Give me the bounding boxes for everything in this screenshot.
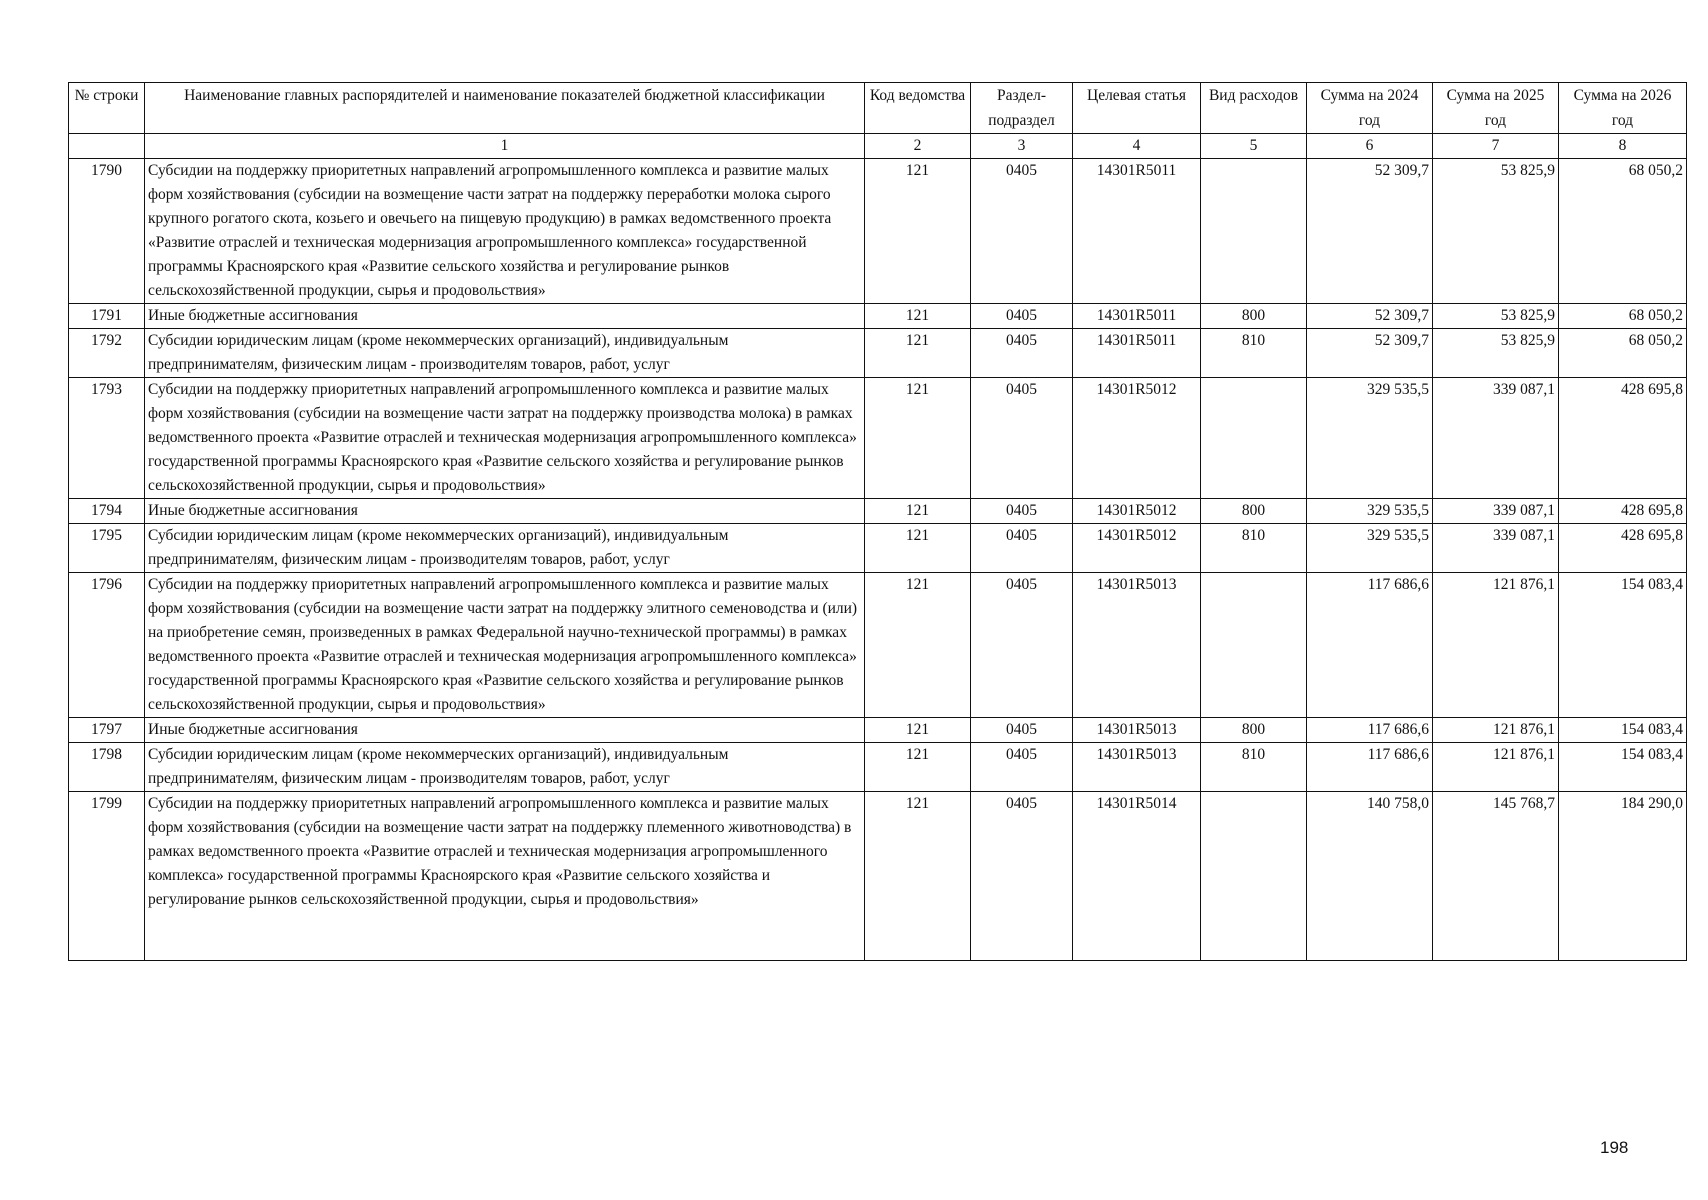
- row-sum-2025: 121 876,1: [1433, 718, 1559, 743]
- row-department-code: 121: [865, 718, 971, 743]
- header-section: Раздел-подраздел: [971, 83, 1073, 134]
- row-target-article: 14301R5012: [1073, 524, 1201, 573]
- column-number: 4: [1073, 134, 1201, 159]
- row-sum-2025: 339 087,1: [1433, 378, 1559, 499]
- row-sum-2024: 117 686,6: [1307, 573, 1433, 718]
- row-section: 0405: [971, 792, 1073, 961]
- row-sum-2024: 52 309,7: [1307, 159, 1433, 304]
- row-sum-2025: 121 876,1: [1433, 573, 1559, 718]
- row-target-article: 14301R5014: [1073, 792, 1201, 961]
- row-name: Иные бюджетные ассигнования: [145, 718, 865, 743]
- header-name: Наименование главных распорядителей и наименование показателей бюджетной классификации: [145, 83, 865, 134]
- row-expense-kind: [1201, 792, 1307, 961]
- column-number: 3: [971, 134, 1073, 159]
- row-name: Иные бюджетные ассигнования: [145, 304, 865, 329]
- row-name: Субсидии на поддержку приоритетных направлений агропромышленного комплекса и развитие малых форм хозяйствования (субсидии на возмещение части затрат на поддержку производства молока) в рамках ведомственного проекта «Развитие отраслей и техническая модернизация агропромышленного комплекса» государственной программы Красноярского края «Развитие сельского хозяйства и регулирование рынков сельскохозяйственной продукции, сырья и продовольствия»: [145, 378, 865, 499]
- row-sum-2024: 329 535,5: [1307, 499, 1433, 524]
- row-sum-2024: 140 758,0: [1307, 792, 1433, 961]
- row-number: 1797: [69, 718, 145, 743]
- row-name: Субсидии на поддержку приоритетных направлений агропромышленного комплекса и развитие малых форм хозяйствования (субсидии на возмещение части затрат на поддержку племенного животноводства) в рамках ведомственного проекта «Развитие отраслей и техническая модернизация агропромышленного комплекса» государственной программы Красноярского края «Развитие сельского хозяйства и регулирование рынков сельскохозяйственной продукции, сырья и продовольствия»: [145, 792, 865, 961]
- row-department-code: 121: [865, 573, 971, 718]
- row-sum-2026: 428 695,8: [1559, 378, 1687, 499]
- row-department-code: 121: [865, 378, 971, 499]
- row-sum-2026: 68 050,2: [1559, 159, 1687, 304]
- row-target-article: 14301R5012: [1073, 378, 1201, 499]
- row-expense-kind: 800: [1201, 499, 1307, 524]
- row-section: 0405: [971, 304, 1073, 329]
- row-sum-2025: 121 876,1: [1433, 743, 1559, 792]
- page-number: 198: [1600, 1138, 1629, 1157]
- row-section: 0405: [971, 524, 1073, 573]
- table-row: [69, 499, 1687, 524]
- row-target-article: 14301R5013: [1073, 718, 1201, 743]
- column-number: 6: [1307, 134, 1433, 159]
- row-section: 0405: [971, 573, 1073, 718]
- row-section: 0405: [971, 499, 1073, 524]
- column-number: 1: [145, 134, 865, 159]
- row-expense-kind: [1201, 159, 1307, 304]
- row-number: 1798: [69, 743, 145, 792]
- table-row: [69, 304, 1687, 329]
- table-row: [69, 743, 1687, 792]
- row-target-article: 14301R5013: [1073, 573, 1201, 718]
- row-name: Иные бюджетные ассигнования: [145, 499, 865, 524]
- header-sum-2024: Сумма на 2024 год: [1307, 83, 1433, 134]
- row-expense-kind: 810: [1201, 743, 1307, 792]
- row-expense-kind: 800: [1201, 718, 1307, 743]
- row-sum-2025: 145 768,7: [1433, 792, 1559, 961]
- header-target-article: Целевая статья: [1073, 83, 1201, 134]
- row-target-article: 14301R5011: [1073, 329, 1201, 378]
- row-sum-2026: 68 050,2: [1559, 329, 1687, 378]
- table-row: [69, 329, 1687, 378]
- row-sum-2026: 154 083,4: [1559, 743, 1687, 792]
- row-expense-kind: 810: [1201, 524, 1307, 573]
- row-sum-2024: 117 686,6: [1307, 718, 1433, 743]
- row-section: 0405: [971, 329, 1073, 378]
- row-sum-2025: 53 825,9: [1433, 329, 1559, 378]
- column-number-row: [69, 134, 1687, 159]
- row-sum-2024: 52 309,7: [1307, 329, 1433, 378]
- row-sum-2026: 68 050,2: [1559, 304, 1687, 329]
- header-row-no: № строки: [69, 83, 145, 134]
- row-target-article: 14301R5013: [1073, 743, 1201, 792]
- header-sum-2025: Сумма на 2025 год: [1433, 83, 1559, 134]
- row-department-code: 121: [865, 743, 971, 792]
- row-sum-2025: 53 825,9: [1433, 159, 1559, 304]
- row-expense-kind: [1201, 573, 1307, 718]
- column-number: 7: [1433, 134, 1559, 159]
- row-sum-2024: 329 535,5: [1307, 524, 1433, 573]
- row-number: 1795: [69, 524, 145, 573]
- table-row: [69, 159, 1687, 304]
- table-row: [69, 792, 1687, 961]
- header-row: [69, 83, 1687, 134]
- row-sum-2025: 339 087,1: [1433, 499, 1559, 524]
- row-sum-2026: 154 083,4: [1559, 573, 1687, 718]
- row-number: 1793: [69, 378, 145, 499]
- row-sum-2026: 428 695,8: [1559, 499, 1687, 524]
- row-number: 1792: [69, 329, 145, 378]
- row-sum-2026: 428 695,8: [1559, 524, 1687, 573]
- row-department-code: 121: [865, 524, 971, 573]
- row-number: 1796: [69, 573, 145, 718]
- row-expense-kind: 800: [1201, 304, 1307, 329]
- row-sum-2024: 52 309,7: [1307, 304, 1433, 329]
- row-target-article: 14301R5012: [1073, 499, 1201, 524]
- row-expense-kind: [1201, 378, 1307, 499]
- row-department-code: 121: [865, 499, 971, 524]
- table-row: [69, 378, 1687, 499]
- row-name: Субсидии юридическим лицам (кроме некоммерческих организаций), индивидуальным предпринимателям, физическим лицам - производителям товаров, работ, услуг: [145, 524, 865, 573]
- row-sum-2024: 329 535,5: [1307, 378, 1433, 499]
- row-number: 1791: [69, 304, 145, 329]
- header-sum-2026: Сумма на 2026 год: [1559, 83, 1687, 134]
- row-sum-2025: 339 087,1: [1433, 524, 1559, 573]
- column-number: [69, 134, 145, 159]
- row-name: Субсидии на поддержку приоритетных направлений агропромышленного комплекса и развитие малых форм хозяйствования (субсидии на возмещение части затрат на поддержку элитного семеноводства и (или) на приобретение семян, произведенных в рамках Федеральной научно-технической программы) в рамках ведомственного проекта «Развитие отраслей и техническая модернизация агропромышленного комплекса» государственной программы Красноярского края «Развитие сельского хозяйства и регулирование рынков сельскохозяйственной продукции, сырья и продовольствия»: [145, 573, 865, 718]
- table-row: [69, 524, 1687, 573]
- row-number: 1794: [69, 499, 145, 524]
- row-number: 1799: [69, 792, 145, 961]
- row-sum-2026: 154 083,4: [1559, 718, 1687, 743]
- row-department-code: 121: [865, 792, 971, 961]
- row-name: Субсидии юридическим лицам (кроме некоммерческих организаций), индивидуальным предпринимателям, физическим лицам - производителям товаров, работ, услуг: [145, 329, 865, 378]
- row-section: 0405: [971, 378, 1073, 499]
- row-department-code: 121: [865, 304, 971, 329]
- header-department-code: Код ведомства: [865, 83, 971, 134]
- table-row: [69, 573, 1687, 718]
- row-target-article: 14301R5011: [1073, 159, 1201, 304]
- header-expense-kind: Вид расходов: [1201, 83, 1307, 134]
- budget-table: [68, 82, 1687, 961]
- table-row: [69, 718, 1687, 743]
- row-department-code: 121: [865, 159, 971, 304]
- column-number: 8: [1559, 134, 1687, 159]
- row-target-article: 14301R5011: [1073, 304, 1201, 329]
- row-sum-2024: 117 686,6: [1307, 743, 1433, 792]
- row-sum-2025: 53 825,9: [1433, 304, 1559, 329]
- row-name: Субсидии юридическим лицам (кроме некоммерческих организаций), индивидуальным предпринимателям, физическим лицам - производителям товаров, работ, услуг: [145, 743, 865, 792]
- row-sum-2026: 184 290,0: [1559, 792, 1687, 961]
- row-section: 0405: [971, 743, 1073, 792]
- column-number: 2: [865, 134, 971, 159]
- row-department-code: 121: [865, 329, 971, 378]
- column-number: 5: [1201, 134, 1307, 159]
- row-number: 1790: [69, 159, 145, 304]
- row-section: 0405: [971, 159, 1073, 304]
- row-expense-kind: 810: [1201, 329, 1307, 378]
- row-name: Субсидии на поддержку приоритетных направлений агропромышленного комплекса и развитие малых форм хозяйствования (субсидии на возмещение части затрат на поддержку переработки молока сырого крупного рогатого скота, козьего и овечьего на пищевую продукцию) в рамках ведомственного проекта «Развитие отраслей и техническая модернизация агропромышленного комплекса» государственной программы Красноярского края «Развитие сельского хозяйства и регулирование рынков сельскохозяйственной продукции, сырья и продовольствия»: [145, 159, 865, 304]
- row-section: 0405: [971, 718, 1073, 743]
